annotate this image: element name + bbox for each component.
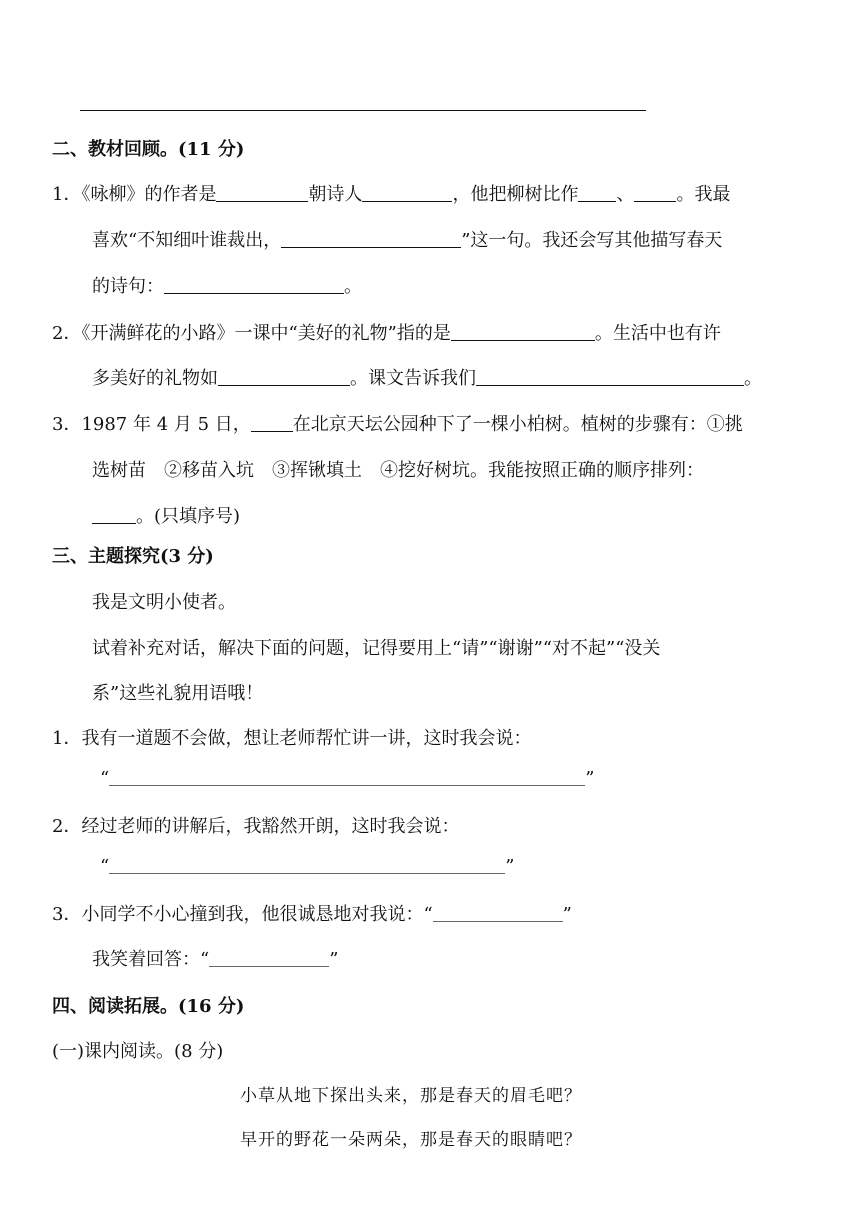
text: 多美好的礼物如: [92, 368, 218, 389]
q2-3-line2: 选树苗 ②移苗入坑 ③挥锹填土 ④挖好树坑。我能按照正确的顺序排列：: [92, 460, 704, 481]
q3-2-answer: [100, 855, 514, 879]
text: 。我最: [676, 184, 731, 205]
text: 朝诗人: [308, 184, 363, 205]
section-3-title: 三、主题探究(3 分): [52, 546, 214, 567]
q2-1-line3: [92, 275, 362, 299]
text: 在北京天坛公园种下了一棵小柏树。植树的步骤有：①挑: [292, 414, 743, 435]
answer-line-q3-1[interactable]: [109, 769, 585, 786]
q3-3-reply: [92, 948, 338, 972]
blank-gift-example[interactable]: [218, 367, 350, 386]
text: 。: [344, 276, 362, 297]
section-4-sub-1: (一)课内阅读。(8 分): [52, 1041, 224, 1062]
q2-3-line1: [52, 413, 743, 437]
open-quote: “: [423, 904, 433, 925]
q3-2: 2．经过老师的讲解后，我豁然开朗，这时我会说：: [52, 816, 460, 837]
section-4-title: 四、阅读拓展。(16 分): [52, 996, 245, 1017]
text: 。课文告诉我们: [350, 368, 476, 389]
text: 。(只填序号): [136, 506, 241, 527]
q3-1-answer: [100, 767, 594, 791]
text: 的诗句：: [92, 276, 164, 297]
text: 。生活中也有许: [594, 323, 721, 344]
answer-line-top[interactable]: [80, 110, 646, 111]
open-quote: “: [100, 768, 110, 789]
text: 2．《开满鲜花的小路》一课中“美好的礼物”指的是: [52, 323, 451, 344]
blank-dynasty[interactable]: [216, 183, 308, 202]
answer-line-q3-3[interactable]: [433, 905, 563, 922]
blank-who[interactable]: [251, 413, 293, 432]
text: 。: [744, 368, 762, 389]
q2-2-line1: [52, 322, 721, 346]
section-2-title: 二、教材回顾。(11 分): [52, 139, 245, 160]
section-3-intro-1: 我是文明小使者。: [92, 592, 236, 613]
q2-1-line2: [92, 229, 722, 253]
blank-gift-meaning[interactable]: [451, 322, 595, 341]
close-quote: ”: [562, 904, 572, 925]
open-quote: “: [100, 856, 110, 877]
section-3-intro-2a: 试着补充对话，解决下面的问题，记得要用上“请”“谢谢”“对不起”“没关: [92, 638, 661, 659]
close-quote: ”: [505, 856, 515, 877]
answer-line-reply[interactable]: [209, 950, 329, 967]
blank-order[interactable]: [92, 505, 136, 524]
text: ”这一句。我还会写其他描写春天: [461, 230, 723, 251]
text: 1．《咏柳》的作者是: [52, 184, 217, 205]
q3-3: [52, 903, 572, 927]
text: 3．1987 年 4 月 5 日，: [52, 414, 251, 435]
open-quote: “: [200, 949, 210, 970]
q3-1: 1．我有一道题不会做，想让老师帮忙讲一讲，这时我会说：: [52, 728, 532, 749]
q2-1-line1: [52, 183, 730, 207]
text: 喜欢“不知细叶谁裁出，: [92, 230, 282, 251]
blank-compare-1[interactable]: [578, 183, 616, 202]
blank-compare-2[interactable]: [634, 183, 676, 202]
blank-poet[interactable]: [362, 183, 452, 202]
section-3-intro-2b: 系”这些礼貌用语哦！: [92, 683, 264, 704]
close-quote: ”: [585, 768, 595, 789]
close-quote: ”: [329, 949, 339, 970]
blank-favorite-line[interactable]: [281, 229, 461, 248]
text: 、: [616, 184, 635, 205]
blank-spring-poem[interactable]: [164, 275, 344, 294]
answer-line-q3-2[interactable]: [109, 857, 505, 874]
poem-line-1: 小草从地下探出头来，那是春天的眉毛吧？: [240, 1086, 582, 1106]
text: 我笑着回答：: [92, 949, 200, 970]
blank-lesson[interactable]: [476, 367, 744, 386]
q2-3-line3: [92, 505, 240, 529]
poem-line-2: 早开的野花一朵两朵，那是春天的眼睛吧？: [240, 1130, 582, 1150]
text: 3．小同学不小心撞到我，他很诚恳地对我说：: [52, 904, 424, 925]
text: ，他把柳树比作: [452, 184, 579, 205]
q2-2-line2: [92, 367, 762, 391]
